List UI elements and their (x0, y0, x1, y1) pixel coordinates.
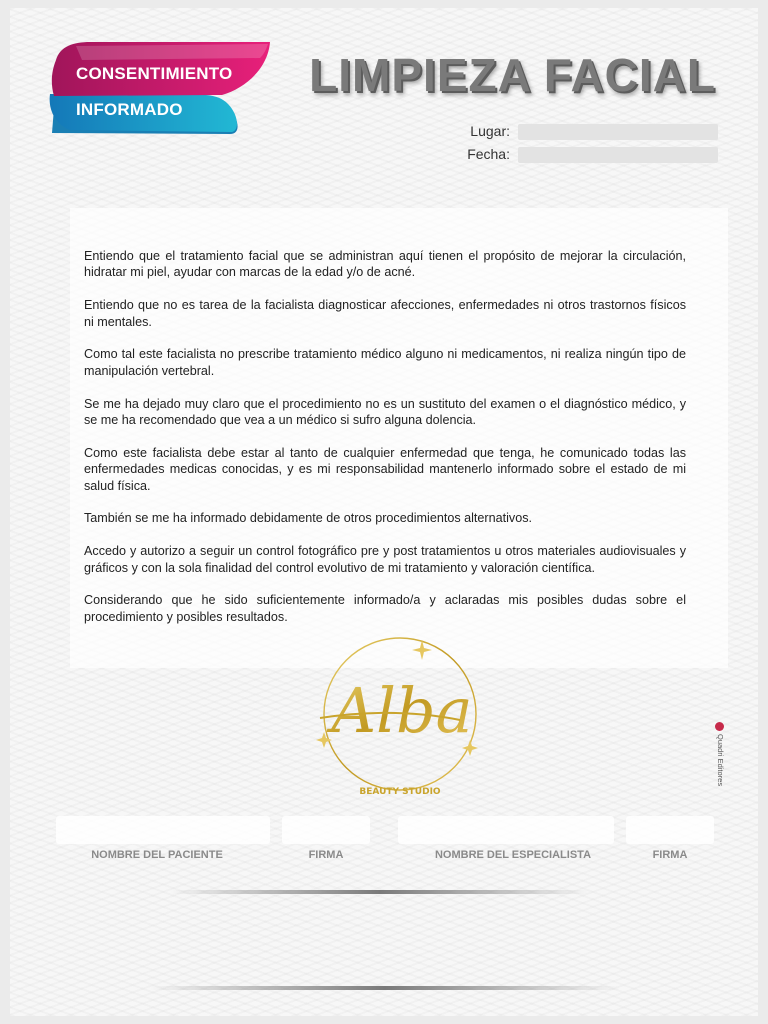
badge-line-informado: INFORMADO (76, 100, 183, 119)
page-title: LIMPIEZA FACIAL (309, 49, 716, 101)
logo-subtitle: BEAUTY STUDIO (359, 787, 441, 797)
publisher-credit (713, 722, 727, 792)
fecha-field[interactable] (518, 147, 718, 163)
paragraph: Entiendo que no es tarea de la facialista diagnosticar afecciones, enfermedades ni otros trastornos físicos ni mentales. (84, 298, 686, 329)
patient-name-label: NOMBRE DEL PACIENTE (91, 849, 223, 861)
consent-badge (46, 38, 276, 136)
paragraph: Como este facialista debe estar al tanto de cualquier enfermedad que tenga, he comunicado todas las enfermedades medicas conocidas, y es mi responsabilidad mantenerlo informado sobre el estado de mi salud física. (84, 445, 686, 493)
paragraph: Entiendo que el tratamiento facial que se administran aquí tienen el propósito de mejorar la circulación, hidratar mi piel, ayudar con marcas de la edad y/o de acné. (84, 249, 686, 280)
specialist-name-label: NOMBRE DEL ESPECIALISTA (434, 849, 592, 861)
logo-wordmark: Alba (331, 674, 473, 747)
paragraph: También se me ha informado debidamente de otros procedimientos alternativos. (84, 511, 533, 526)
paragraph: Como tal este facialista no prescribe tratamiento médico alguno ni medicamentos, ni realiza ningún tipo de manipulación vertebral. (84, 347, 686, 378)
patient-signature-field[interactable] (282, 816, 370, 844)
badge-line-consentimiento: CONSENTIMIENTO (76, 64, 233, 83)
lugar-row (440, 123, 720, 141)
publisher-text: Quadri Editores (716, 734, 725, 787)
paragraph: Considerando que he sido suficientemente informado/a y aclaradas mis posibles dudas sobre el procedimiento y posibles resultados. (84, 593, 686, 624)
alba-logo (310, 632, 490, 802)
divider-line (150, 986, 620, 990)
specialist-name-field[interactable] (398, 816, 614, 844)
lugar-label: Lugar: (470, 123, 510, 139)
paragraph: Se me ha dejado muy claro que el procedimiento no es un sustituto del examen o el diagnóstico médico, y se me ha recomendado que vea a un médico si sufro alguna dolencia. (84, 396, 686, 428)
fecha-row (440, 146, 720, 164)
publisher-icon (715, 722, 724, 731)
patient-signature-label: FIRMA (308, 849, 344, 861)
patient-name-field[interactable] (56, 816, 270, 844)
specialist-signature-field[interactable] (626, 816, 714, 844)
paragraph: Accedo y autorizo a seguir un control fotográfico pre y post tratamientos u otros materiales audiovisuales y gráficos y con la sola finalidad del control evolutivo de mi tratamiento y valoración científica. (84, 544, 686, 575)
lugar-field[interactable] (518, 124, 718, 140)
fecha-label: Fecha: (467, 146, 510, 162)
specialist-signature-label: FIRMA (652, 849, 688, 861)
divider-line (170, 890, 590, 894)
badge-shape (46, 38, 276, 136)
consent-body (84, 248, 686, 642)
sparkle-icon (316, 732, 332, 748)
